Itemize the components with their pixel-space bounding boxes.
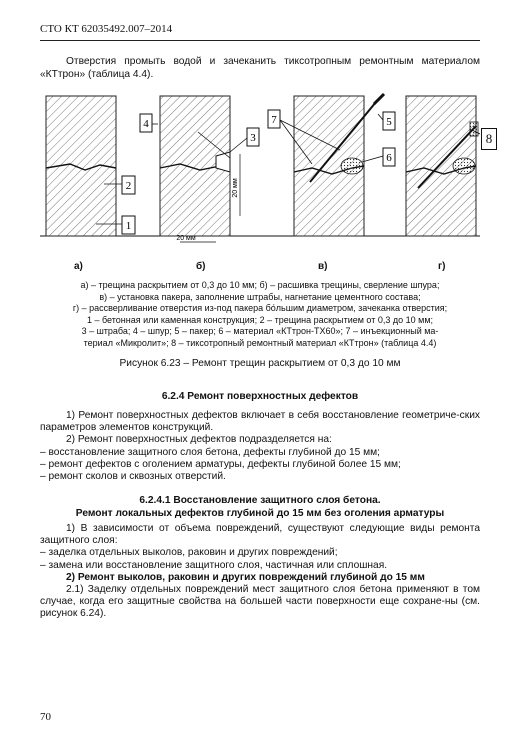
list-item: – ремонт дефектов с оголением арматуры, дефекты глубиной более 15 мм; xyxy=(40,458,401,470)
list-item: – ремонт сколов и сквозных отверстий. xyxy=(40,471,226,483)
panel-d xyxy=(406,96,480,236)
figure-legend xyxy=(40,280,480,350)
sublabel-c: в) xyxy=(318,261,328,272)
section-title: 6.2.4 Ремонт поверхностных дефектов xyxy=(161,391,359,402)
callout-8: 8 xyxy=(485,131,493,146)
panel-c xyxy=(268,94,395,236)
dim-horizontal: 20 мм xyxy=(176,235,196,242)
legend-line: в) – установка пакера, заполнение штрабы, нагнетание цементного состава; xyxy=(99,291,421,302)
page-number: 70 xyxy=(40,711,51,723)
panel-a xyxy=(46,96,135,236)
subsection-title xyxy=(40,495,480,520)
callout-8-box xyxy=(481,128,497,150)
header-rule xyxy=(40,40,480,41)
subsection-title-line2: Ремонт локальных дефектов глубиной до 15 мм без оголения арматуры xyxy=(75,507,445,519)
subsection-title-line1: 6.2.4.1 Восстановление защитного слоя бетона. xyxy=(139,495,381,506)
callout-1: 1 xyxy=(125,220,132,232)
paragraph: 2.1) Заделку отдельных повреждений мест защитного слоя бетона применяют в том случае, когда его защитные свойства на большей части поверхности еще сохране-ны (см. рисунок 6.24). xyxy=(40,584,480,620)
legend-line: териал «Микролит»; 8 – тиксотропный ремонтный материал «КТтрон» (таблица 4.4) xyxy=(83,337,437,348)
callout-3: 3 xyxy=(250,132,256,144)
list-item: – заделка отдельных выколов, раковин и других повреждений; xyxy=(40,547,338,559)
figure-caption: Рисунок 6.23 – Ремонт трещин раскрытием от 0,3 до 10 мм xyxy=(119,358,401,369)
legend-line: г) – рассверливание отверстия из-под пакера бо́льшим диаметром, зачеканка отверстия; xyxy=(72,303,448,314)
subsection-body xyxy=(40,523,480,621)
legend-line: а) – трещина раскрытием от 0,3 до 10 мм; б) – расшивка трещины, сверление шпура; xyxy=(80,280,440,290)
paragraph: 1) В зависимости от объема повреждений, существуют следующие виды ремонта защитного слоя: xyxy=(40,523,480,547)
section-body xyxy=(40,410,480,483)
callout-6: 6 xyxy=(386,152,392,164)
figure-crack-repair xyxy=(40,92,480,252)
dim-vertical: 20 мм xyxy=(232,178,239,198)
sublabel-d: г) xyxy=(438,261,446,272)
paragraph: 2) Ремонт поверхностных дефектов подразделяется на: xyxy=(66,434,332,446)
bold-paragraph: 2) Ремонт выколов, раковин и других повреждений глубиной до 15 мм xyxy=(66,571,425,583)
list-item: – замена или восстановление защитного слоя, частичная или сплошная. xyxy=(40,559,388,571)
legend-line: 3 – штраба; 4 – шпур; 5 – пакер; 6 – материал «КТтрон-ТХ60»; 7 – инъекционный ма- xyxy=(81,326,439,337)
callout-2: 2 xyxy=(125,180,132,192)
panel-b xyxy=(140,96,259,242)
sublabel-b: б) xyxy=(196,261,206,272)
intro-paragraph: Отверстия промыть водой и зачеканить тиксотропным ремонтным материалом «КТтрон» (таблица 4.4). xyxy=(40,56,480,80)
callout-4: 4 xyxy=(143,118,149,130)
sublabel-a: а) xyxy=(74,261,83,272)
callout-7: 7 xyxy=(271,114,277,126)
paragraph: 1) Ремонт поверхностных дефектов включает в себя восстановление геометриче-ских параметров элементов конструкций. xyxy=(40,410,480,434)
list-item: – восстановление защитного слоя бетона, дефекты глубиной до 15 мм; xyxy=(40,446,380,458)
page-header: СТО КТ 62035492.007–2014 xyxy=(40,23,173,35)
legend-line: 1 – бетонная или каменная конструкция; 2 – трещина раскрытием от 0,3 до 10 мм; xyxy=(86,314,434,325)
callout-5: 5 xyxy=(386,116,392,128)
